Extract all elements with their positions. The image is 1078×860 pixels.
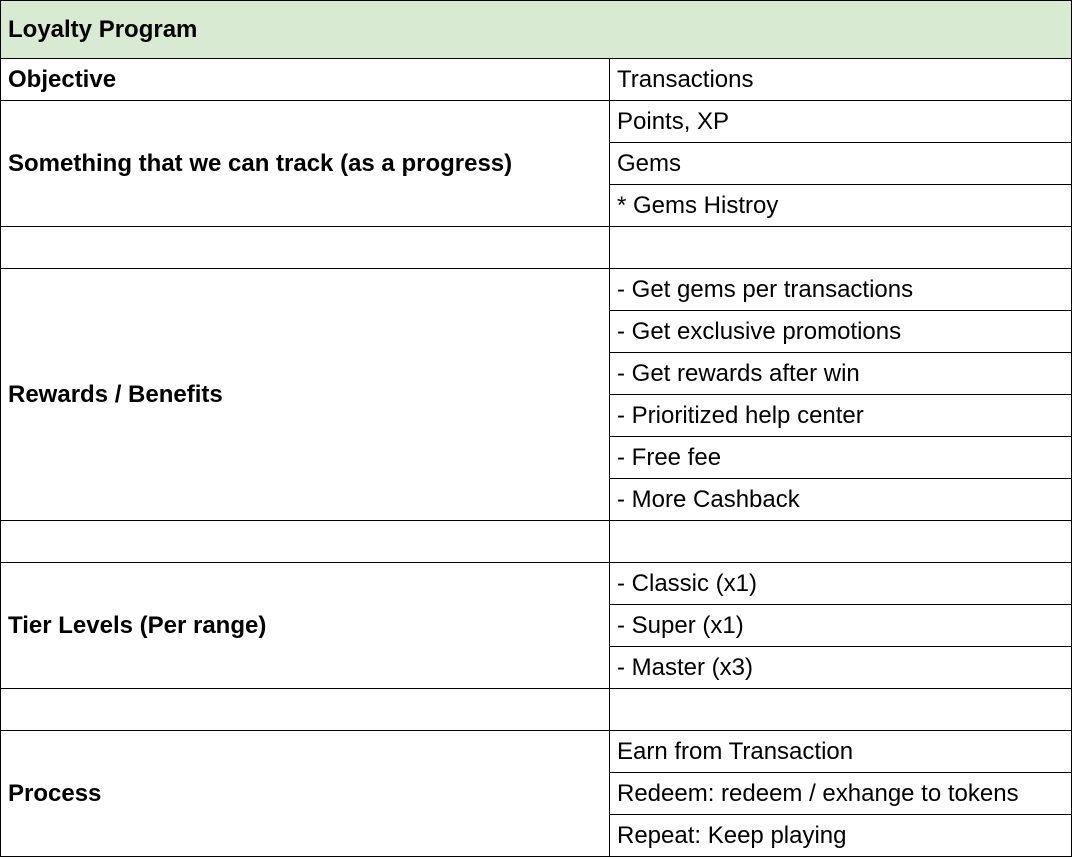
section-value-cell[interactable]: - Master (x3)	[610, 647, 1072, 689]
section-label-cell[interactable]	[1, 521, 610, 563]
section-value-cell[interactable]	[610, 521, 1072, 563]
section-value-cell[interactable]: - Get exclusive promotions	[610, 311, 1072, 353]
table-row	[1, 101, 1072, 143]
section-label-cell[interactable]: Rewards / Benefits	[1, 269, 610, 521]
table-row	[1, 227, 1072, 269]
section-value-cell[interactable]: - Get gems per transactions	[610, 269, 1072, 311]
section-value-cell[interactable]: Gems	[610, 143, 1072, 185]
section-value-cell[interactable]: - Free fee	[610, 437, 1072, 479]
header-row	[1, 1, 1072, 59]
section-value-cell[interactable]: * Gems Histroy	[610, 185, 1072, 227]
section-value-cell[interactable]: Transactions	[610, 59, 1072, 101]
table-row	[1, 521, 1072, 563]
section-value-cell[interactable]	[610, 689, 1072, 731]
section-value-cell[interactable]: - More Cashback	[610, 479, 1072, 521]
table-row	[1, 59, 1072, 101]
table-row	[1, 731, 1072, 773]
section-value-cell[interactable]: - Classic (x1)	[610, 563, 1072, 605]
section-label-cell[interactable]: Objective	[1, 59, 610, 101]
section-label-cell[interactable]	[1, 227, 610, 269]
table-row	[1, 563, 1072, 605]
section-label-cell[interactable]: Process	[1, 731, 610, 857]
section-value-cell[interactable]: - Super (x1)	[610, 605, 1072, 647]
section-label-cell[interactable]: Something that we can track (as a progress)	[1, 101, 610, 227]
section-label-cell[interactable]: Tier Levels (Per range)	[1, 563, 610, 689]
section-value-cell[interactable]: Points, XP	[610, 101, 1072, 143]
section-value-cell[interactable]: - Prioritized help center	[610, 395, 1072, 437]
section-value-cell[interactable]: Earn from Transaction	[610, 731, 1072, 773]
table-row	[1, 689, 1072, 731]
table-title[interactable]: Loyalty Program	[1, 1, 1072, 59]
section-value-cell[interactable]: Repeat: Keep playing	[610, 815, 1072, 857]
section-label-cell[interactable]	[1, 689, 610, 731]
section-value-cell[interactable]: - Get rewards after win	[610, 353, 1072, 395]
section-value-cell[interactable]: Redeem: redeem / exhange to tokens	[610, 773, 1072, 815]
section-value-cell[interactable]	[610, 227, 1072, 269]
table-row	[1, 269, 1072, 311]
